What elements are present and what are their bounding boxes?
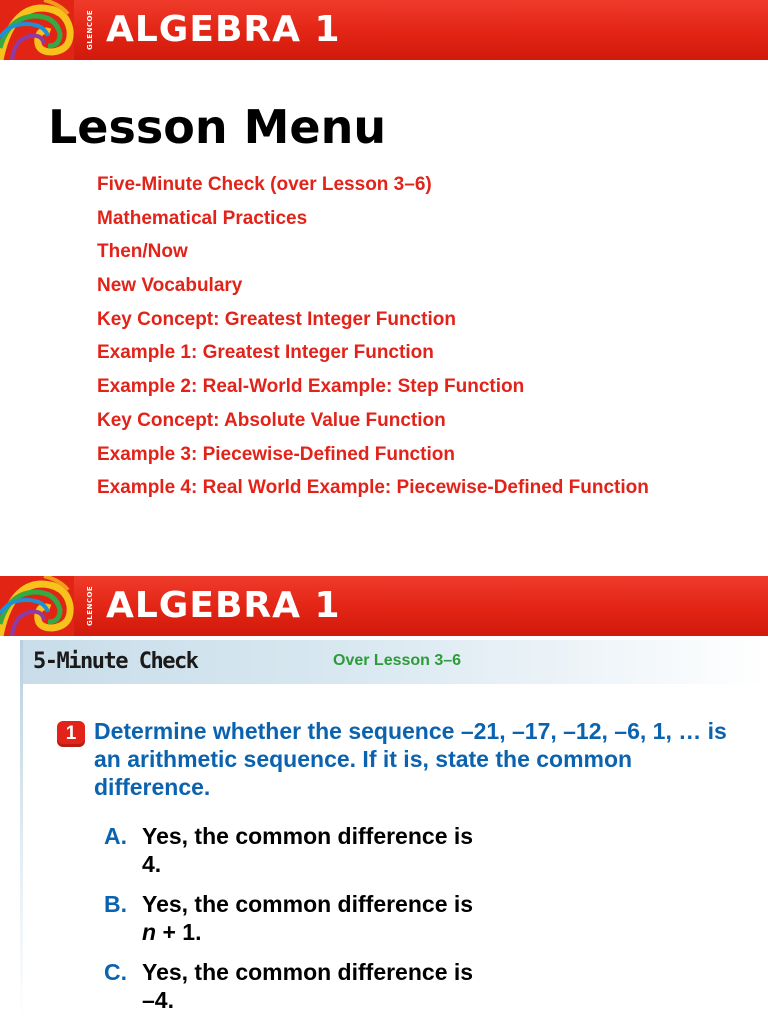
menu-item-mathematical-practices[interactable]: Mathematical Practices <box>97 207 308 229</box>
menu-item-key-concept-absolute-value[interactable]: Key Concept: Absolute Value Function <box>97 409 446 431</box>
swirl-logo-icon <box>0 576 74 636</box>
publisher-label: GLENCOE <box>86 585 94 626</box>
menu-item-example-1[interactable]: Example 1: Greatest Integer Function <box>97 342 434 364</box>
choice-letter: C. <box>104 959 127 985</box>
section-subtitle: Over Lesson 3–6 <box>333 652 462 669</box>
brand-title: ALGEBRA 1 <box>106 585 341 626</box>
choice-line-rest: + 1. <box>156 919 202 945</box>
choice-line <box>142 918 542 946</box>
choice-line: Yes, the common difference is <box>142 823 474 849</box>
choice-line: 4. <box>142 851 162 877</box>
choice-text <box>142 822 542 878</box>
choice-text <box>142 890 542 946</box>
choice-line: Yes, the common difference is <box>142 891 474 917</box>
variable-n: n <box>142 919 157 945</box>
section-side-rule <box>20 640 23 1024</box>
menu-item-then-now[interactable]: Then/Now <box>97 241 188 263</box>
header-banner <box>0 576 768 636</box>
section-title: 5-Minute Check <box>33 649 198 674</box>
brand-title: ALGEBRA 1 <box>106 9 341 50</box>
question-number-badge: 1 <box>57 721 85 747</box>
menu-item-example-3[interactable]: Example 3: Piecewise-Defined Function <box>97 443 455 465</box>
publisher-label: GLENCOE <box>86 9 94 50</box>
menu-item-key-concept-greatest-integer[interactable]: Key Concept: Greatest Integer Function <box>97 308 456 330</box>
menu-item-example-4[interactable]: Example 4: Real World Example: Piecewise-Defined Function <box>97 477 649 499</box>
menu-item-five-minute-check[interactable]: Five-Minute Check (over Lesson 3–6) <box>97 174 432 195</box>
swirl-logo-icon <box>0 0 74 60</box>
lesson-menu-list <box>97 171 649 508</box>
menu-item-example-2[interactable]: Example 2: Real-World Example: Step Function <box>97 376 525 398</box>
choice-line: Yes, the common difference is <box>142 959 474 985</box>
page-title: Lesson Menu <box>48 100 387 154</box>
five-minute-check-slide <box>0 576 768 1024</box>
choice-letter: B. <box>104 891 127 917</box>
choice-line: –4. <box>142 987 174 1013</box>
choice-text <box>142 958 542 1014</box>
menu-item-new-vocabulary[interactable]: New Vocabulary <box>97 275 243 297</box>
question-text: Determine whether the sequence –21, –17, –12, –6, 1, … is an arithmetic sequence. If it is, state the common difference. <box>94 718 727 800</box>
header-banner <box>0 0 768 60</box>
choice-letter: A. <box>104 823 127 849</box>
